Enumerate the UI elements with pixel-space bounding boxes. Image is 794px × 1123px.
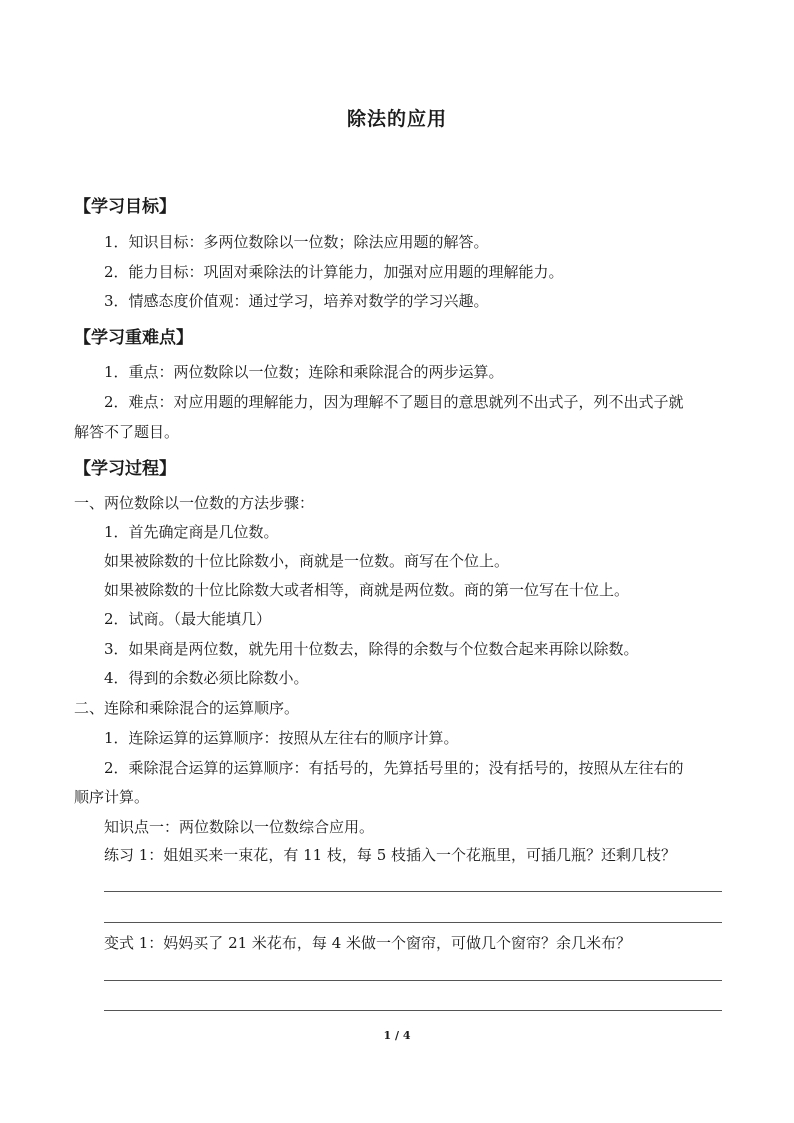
knowledge-point: 知识点一：两位数除以一位数综合应用。 <box>104 818 375 836</box>
part1-item: 4．得到的余数必须比除数小。 <box>104 669 309 687</box>
part1-item: 2．试商。（最大能填几） <box>104 610 272 628</box>
page-title: 除法的应用 <box>346 108 447 130</box>
key-points-heading: 【学习重难点】 <box>74 328 193 348</box>
variant-1: 变式 1：妈妈买了 21 米花布，每 4 米做一个窗帘，可做几个窗帘？余几米布？ <box>104 934 632 952</box>
key-point-continuation: 解答不了题目。 <box>74 423 180 441</box>
key-point-item: 1．重点：两位数除以一位数；连除和乘除混合的两步运算。 <box>104 363 504 381</box>
part2-continuation: 顺序计算。 <box>74 788 150 806</box>
part1-item: 3．如果商是两位数，就先用十位数去，除得的余数与个位数合起来再除以除数。 <box>104 640 639 658</box>
goals-heading: 【学习目标】 <box>74 197 176 217</box>
part1-title: 一、两位数除以一位数的方法步骤： <box>74 494 315 512</box>
answer-line <box>104 980 722 981</box>
part1-item: 1．首先确定商是几位数。 <box>104 523 279 541</box>
part1-item: 如果被除数的十位比除数小，商就是一位数。商写在个位上。 <box>104 552 510 570</box>
goal-item: 1．知识目标：多两位数除以一位数；除法应用题的解答。 <box>104 233 489 251</box>
part2-title: 二、连除和乘除混合的运算顺序。 <box>74 699 300 717</box>
exercise-1: 练习 1：姐姐买来一束花，有 11 枝，每 5 枝插入一个花瓶里，可插几瓶？还剩几枝？ <box>104 846 677 864</box>
answer-line <box>104 891 722 892</box>
answer-line <box>104 1010 722 1011</box>
part1-item: 如果被除数的十位比除数大或者相等，商就是两位数。商的第一位写在十位上。 <box>104 581 630 599</box>
answer-line <box>104 922 722 923</box>
goal-item: 3．情感态度价值观：通过学习，培养对数学的学习兴趣。 <box>104 292 489 310</box>
process-heading: 【学习过程】 <box>74 459 176 479</box>
part2-item: 1．连除运算的运算顺序：按照从左往右的顺序计算。 <box>104 729 459 747</box>
part2-item: 2．乘除混合运算的运算顺序：有括号的，先算括号里的；没有括号的，按照从左往右的 <box>104 759 684 777</box>
page-number: 1 / 4 <box>383 1029 411 1042</box>
key-point-item: 2．难点：对应用题的理解能力，因为理解不了题目的意思就列不出式子，列不出式子就 <box>104 393 684 411</box>
goal-item: 2．能力目标：巩固对乘除法的计算能力，加强对应用题的理解能力。 <box>104 263 564 281</box>
